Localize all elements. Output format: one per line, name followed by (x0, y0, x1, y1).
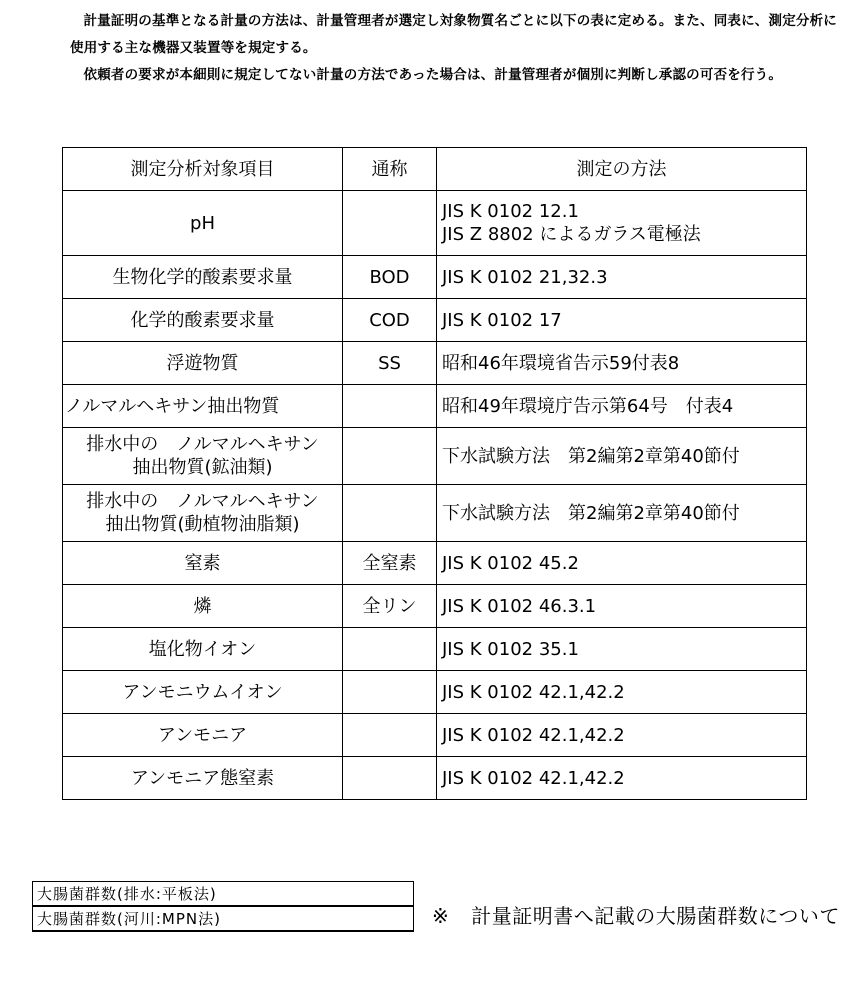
item-cell (63, 428, 343, 485)
abbr-cell (343, 191, 437, 256)
method-line-2: JIS Z 8802 によるガラス電極法 (442, 224, 701, 245)
abbr-cell: COD (343, 299, 437, 342)
item-cell: 窒素 (63, 542, 343, 585)
abbr-cell (343, 485, 437, 542)
coliform-note (432, 900, 840, 929)
method-cell: JIS K 0102 21,32.3 (437, 256, 807, 299)
abbr-cell (343, 757, 437, 800)
abbr-cell (343, 628, 437, 671)
table-row (63, 385, 807, 428)
method-cell: 昭和49年環境庁告示第64号 付表4 (437, 385, 807, 428)
method-cell: JIS K 0102 42.1,42.2 (437, 671, 807, 714)
method-cell: 昭和46年環境省告示59付表8 (437, 342, 807, 385)
abbr-cell (343, 428, 437, 485)
coliform-river-cell: 大腸菌群数(河川:MPN法) (33, 906, 414, 931)
intro-text (70, 8, 850, 89)
coliform-drainage-cell: 大腸菌群数(排水:平板法) (33, 882, 414, 907)
header-abbr: 通称 (343, 148, 437, 191)
item-cell: 生物化学的酸素要求量 (63, 256, 343, 299)
intro-paragraph-2: 依頼者の要求が本細則に規定してない計量の方法であった場合は、計量管理者が個別に判断し承認の可否を行う。 (83, 67, 783, 83)
method-cell: 下水試験方法 第2編第2章第40節付 (437, 428, 807, 485)
table-row (63, 428, 807, 485)
coliform-note-text: 計量証明書へ記載の大腸菌群数について (471, 904, 840, 928)
coliform-row (33, 906, 414, 931)
header-item: 測定分析対象項目 (63, 148, 343, 191)
abbr-cell (343, 385, 437, 428)
intro-paragraph-1: 計量証明の基準となる計量の方法は、計量管理者が選定し対象物質名ごとに以下の表に定める。また、同表に、測定分析に使用する主な機器又装置等を規定する。 (70, 13, 837, 56)
item-cell: 浮遊物質 (63, 342, 343, 385)
table-row (63, 299, 807, 342)
item-cell: アンモニア (63, 714, 343, 757)
reference-mark-icon: ※ (432, 904, 450, 928)
table-row (63, 191, 807, 256)
method-cell: JIS K 0102 46.3.1 (437, 585, 807, 628)
abbr-cell (343, 671, 437, 714)
item-cell: アンモニウムイオン (63, 671, 343, 714)
abbr-cell: BOD (343, 256, 437, 299)
item-cell: ノルマルヘキサン抽出物質 (63, 385, 343, 428)
method-cell: JIS K 0102 45.2 (437, 542, 807, 585)
item-cell (63, 485, 343, 542)
method-line-1: JIS K 0102 12.1 (442, 201, 579, 222)
header-method: 測定の方法 (437, 148, 807, 191)
abbr-cell (343, 714, 437, 757)
table-header-row (63, 148, 807, 191)
coliform-table (32, 881, 414, 932)
item-line-2: 抽出物質(鉱油類) (132, 457, 273, 478)
table-row (63, 714, 807, 757)
abbr-cell: 全リン (343, 585, 437, 628)
item-cell: pH (63, 191, 343, 256)
table-row (63, 342, 807, 385)
item-cell: アンモニア態窒素 (63, 757, 343, 800)
table-row (63, 542, 807, 585)
table-row (63, 256, 807, 299)
method-cell: JIS K 0102 42.1,42.2 (437, 757, 807, 800)
table-row (63, 585, 807, 628)
method-cell: JIS K 0102 17 (437, 299, 807, 342)
item-cell: 化学的酸素要求量 (63, 299, 343, 342)
table-row (63, 671, 807, 714)
abbr-cell: 全窒素 (343, 542, 437, 585)
abbr-cell: SS (343, 342, 437, 385)
method-cell (437, 191, 807, 256)
table-row (63, 757, 807, 800)
coliform-row (33, 882, 414, 907)
item-cell: 塩化物イオン (63, 628, 343, 671)
measurement-methods-table (62, 147, 807, 800)
method-cell: JIS K 0102 42.1,42.2 (437, 714, 807, 757)
table-row (63, 485, 807, 542)
table-row (63, 628, 807, 671)
item-line-1: 排水中の ノルマルヘキサン (86, 434, 319, 455)
item-line-2: 抽出物質(動植物油脂類) (105, 514, 300, 535)
method-cell: JIS K 0102 35.1 (437, 628, 807, 671)
item-cell: 燐 (63, 585, 343, 628)
method-cell: 下水試験方法 第2編第2章第40節付 (437, 485, 807, 542)
item-line-1: 排水中の ノルマルヘキサン (86, 491, 319, 512)
